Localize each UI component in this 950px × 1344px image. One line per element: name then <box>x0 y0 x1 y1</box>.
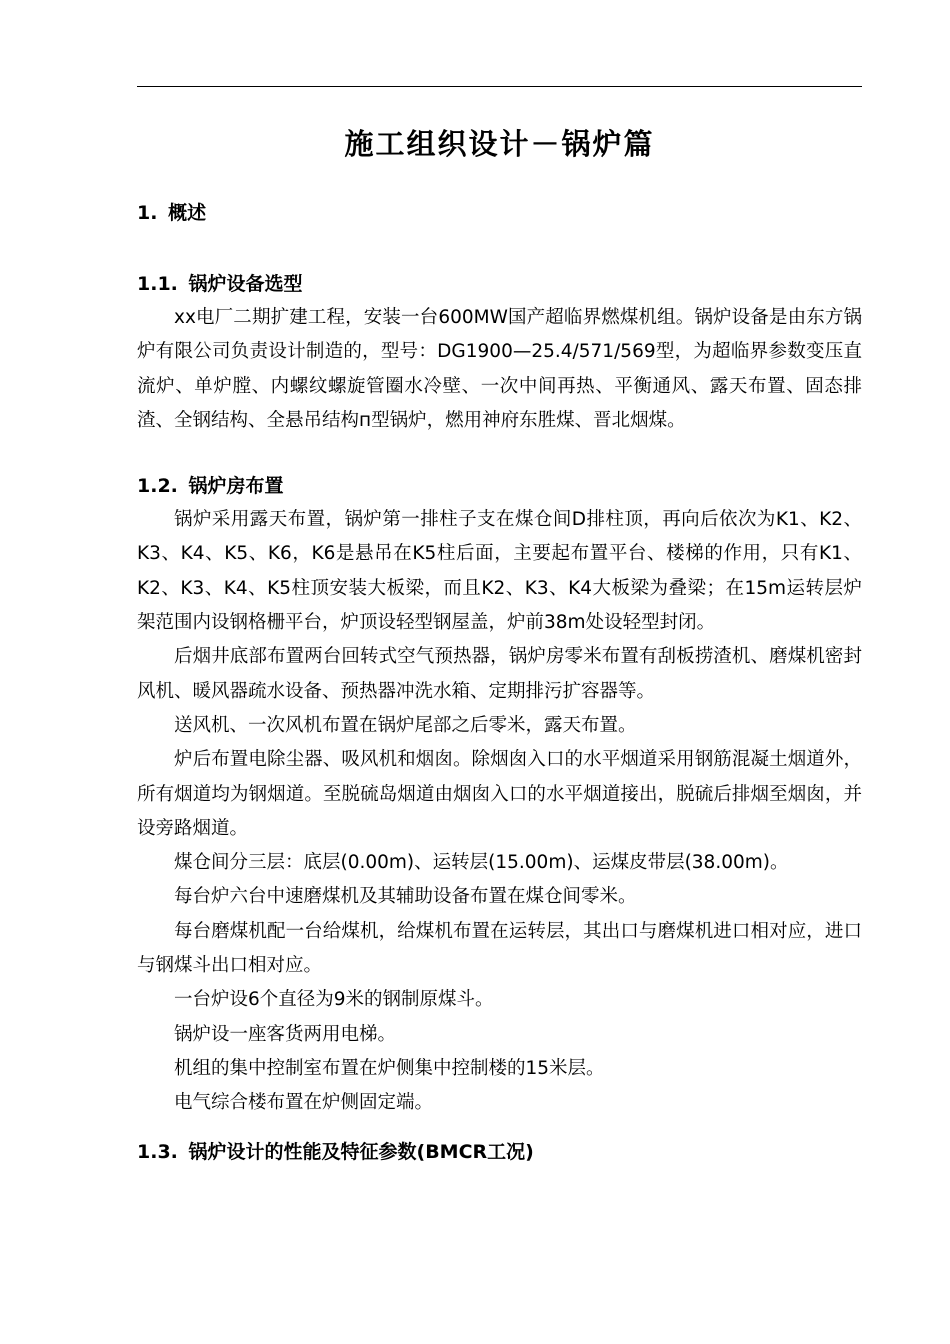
section-heading-boiler-selection <box>137 267 862 301</box>
paragraph: 每台炉六台中速磨煤机及其辅助设备布置在煤仓间零米。 <box>174 886 637 908</box>
paragraph: xx电厂二期扩建工程，安装一台600MW国产超临界燃煤机组。锅炉设备是由东方锅炉有限公司负责设计制造的，型号：DG1900—25.4/571/569型，为超临界参数变压直流炉、单炉膛、内螺纹螺旋管圈水冷壁、一次中间再热、平衡通风、露天布置、固态排渣、全钢结构、全悬吊结构п型锅炉，燃用神府东胜煤、晋北烟煤。 <box>137 307 862 431</box>
section-title: 概述 <box>168 202 207 224</box>
section-number: 1.2. <box>137 475 178 498</box>
section-title: 锅炉房布置 <box>188 475 284 498</box>
section-title: 锅炉设备选型 <box>188 273 303 295</box>
section-spacer <box>137 1121 862 1135</box>
paragraph: 锅炉采用露天布置，锅炉第一排柱子支在煤仓间D排柱顶，再向后依次为K1、K2、K3、K4、K5、K6，K6是悬吊在K5柱后面，主要起布置平台、楼梯的作用，只有K1、K2、K3、K4、K5柱顶安装大板梁，而且K2、K3、K4大板梁为叠梁；在15m运转层炉架范围内设钢格栅平台，炉顶设轻型钢屋盖，炉前38m处设轻型封闭。 <box>137 509 862 634</box>
document-title: 施工组织设计－锅炉篇 <box>344 127 655 161</box>
section-number: 1.3. <box>137 1140 178 1163</box>
section-spacer <box>137 438 862 469</box>
paragraph: 送风机、一次风机布置在锅炉尾部之后零米，露天布置。 <box>174 714 637 736</box>
section-heading-boiler-room-layout <box>137 469 862 503</box>
paragraph: 电气综合楼布置在炉侧固定端。 <box>174 1092 434 1114</box>
paragraph: 每台磨煤机配一台给煤机，给煤机布置在运转层，其出口与磨煤机进口相对应，进口与钢煤斗出口相对应。 <box>137 920 862 977</box>
section-number: 1.1. <box>137 273 178 295</box>
paragraph: 煤仓间分三层：底层(0.00m)、运转层(15.00m)、运煤皮带层(38.00m)。 <box>174 852 789 874</box>
paragraph: 后烟井底部布置两台回转式空气预热器，锅炉房零米布置有刮板捞渣机、磨煤机密封风机、暖风器疏水设备、预热器冲洗水箱、定期排污扩容器等。 <box>137 646 862 702</box>
header-rule <box>137 86 862 87</box>
section-heading-overview <box>137 196 862 230</box>
paragraph: 炉后布置电除尘器、吸风机和烟囱。除烟囱入口的水平烟道采用钢筋混凝土烟道外，所有烟道均为钢烟道。至脱硫岛烟道由烟囱入口的水平烟道接出，脱硫后排烟至烟囱，并设旁路烟道。 <box>137 749 862 839</box>
section-heading-performance-parameters <box>137 1135 862 1169</box>
paragraph: 锅炉设一座客货两用电梯。 <box>174 1023 397 1045</box>
document-body <box>137 196 862 1169</box>
section-title: 锅炉设计的性能及特征参数(BMCR工况) <box>188 1140 534 1163</box>
paragraph: 一台炉设6个直径为9米的钢制原煤斗。 <box>174 989 494 1011</box>
section-number: 1. <box>137 202 158 224</box>
paragraph: 机组的集中控制室布置在炉侧集中控制楼的15米层。 <box>174 1057 605 1079</box>
